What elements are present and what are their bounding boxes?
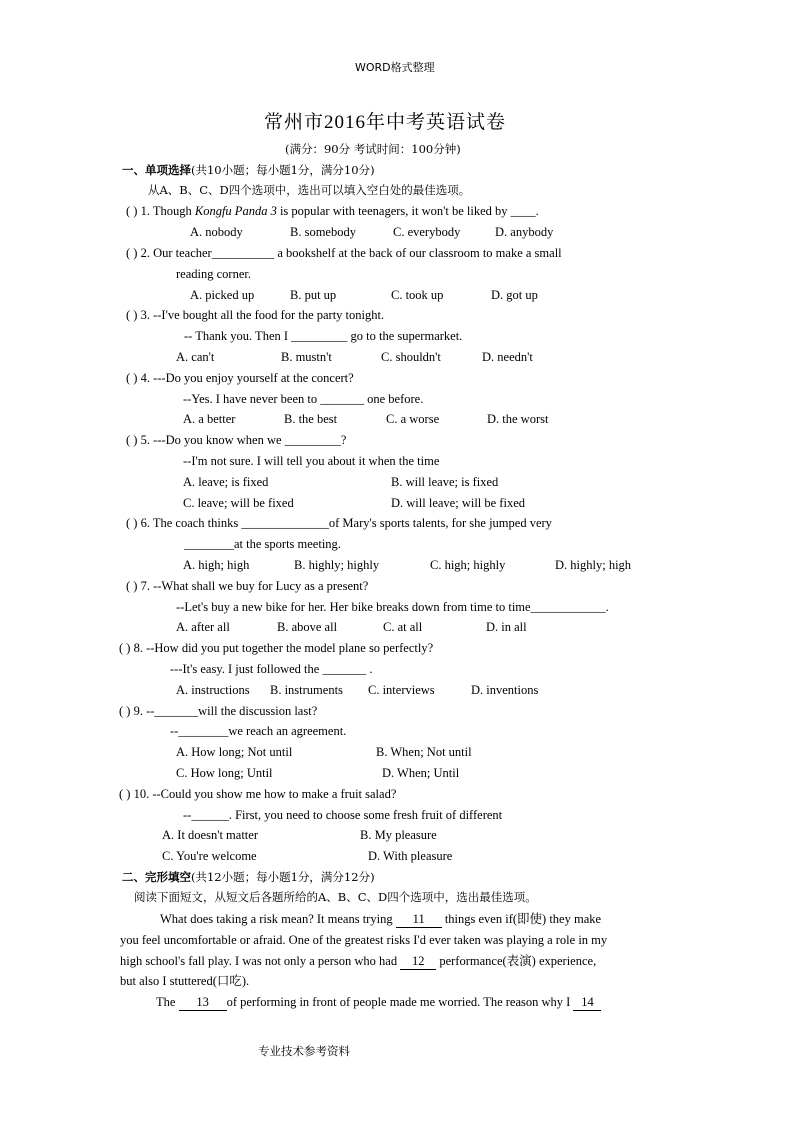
q8-option-d: D. inventions — [471, 683, 539, 697]
q3-option-c: C. shouldn't — [381, 350, 441, 364]
passage-text: What does taking a risk mean? It means trying — [160, 912, 396, 926]
q7-option-c: C. at all — [383, 620, 423, 634]
q4-option-c: C. a worse — [386, 412, 440, 426]
answer-paren: ( ) — [126, 204, 138, 218]
passage-line-1 — [160, 911, 601, 928]
q2-option-d: D. got up — [491, 288, 538, 302]
question-number: 2. — [140, 246, 154, 260]
q7-option-b: B. above all — [277, 620, 338, 634]
q5-option-b: B. will leave; is fixed — [391, 475, 499, 489]
question-4 — [126, 370, 354, 386]
question-10 — [119, 786, 396, 802]
q8-option-c: C. interviews — [368, 683, 435, 697]
question-number: 6. — [140, 516, 153, 530]
question-number: 8. — [133, 641, 147, 655]
q5-option-a: A. leave; is fixed — [183, 475, 269, 489]
question-8 — [119, 640, 433, 656]
question-number: 7. — [140, 579, 154, 593]
q3-option-d: D. needn't — [482, 350, 533, 364]
question-number: 4. — [140, 371, 154, 385]
question-number: 1. — [140, 204, 153, 218]
passage-text: things even if(即使) they make — [441, 912, 602, 926]
question-number: 3. — [140, 308, 154, 322]
passage-text: performance(表演) experience, — [436, 954, 597, 968]
q4-option-d: D. the worst — [487, 412, 549, 426]
q5-option-c: C. leave; will be fixed — [183, 496, 294, 510]
q7-option-a: A. after all — [176, 620, 230, 634]
section2-note: (共12小题；每小题1分，满分12分) — [191, 870, 375, 884]
exam-subtitle: (满分：90分 考试时间：100分钟) — [285, 142, 461, 156]
q1-option-b: B. somebody — [290, 225, 356, 239]
q4-option-a: A. a better — [183, 412, 236, 426]
question-7 — [126, 578, 368, 594]
question-3-reply: -- Thank you. Then I _________ go to the supermarket. — [184, 329, 463, 343]
q6-option-a: A. high; high — [183, 558, 250, 572]
q8-option-b: B. instruments — [270, 683, 343, 697]
section2-instruction: 阅读下面短文，从短文后各题所给的A、B、C、D四个选项中，选出最佳选项。 — [134, 890, 537, 904]
question-3 — [126, 307, 384, 323]
question-text: --How did you put together the model plane so perfectly? — [146, 641, 434, 655]
section1-heading — [122, 162, 375, 178]
question-text: --What shall we buy for Lucy as a present? — [153, 579, 369, 593]
answer-paren: ( ) — [126, 308, 138, 322]
section2-heading — [122, 869, 375, 885]
answer-paren: ( ) — [119, 641, 131, 655]
question-2-cont: reading corner. — [176, 267, 251, 281]
answer-paren: ( ) — [119, 787, 131, 801]
blank-14: 14 — [573, 994, 601, 1011]
section1-title: 一、单项选择 — [122, 163, 191, 177]
question-text-end: is popular with teenagers, it won't be liked by ____. — [276, 204, 539, 218]
section1-instruction: 从A、B、C、D四个选项中，选出可以填入空白处的最佳选项。 — [148, 183, 471, 197]
question-9-reply: --________we reach an agreement. — [170, 724, 347, 738]
q2-option-a: A. picked up — [190, 288, 255, 302]
passage-line-4: but also I stuttered(口吃). — [120, 974, 250, 988]
passage-line-5 — [156, 994, 601, 1011]
question-6 — [126, 515, 552, 531]
answer-paren: ( ) — [126, 579, 138, 593]
q4-option-b: B. the best — [284, 412, 338, 426]
question-5-reply: --I'm not sure. I will tell you about it when the time — [183, 454, 440, 468]
question-text: Our teacher__________ a bookshelf at the back of our classroom to make a small — [153, 246, 562, 260]
answer-paren: ( ) — [119, 704, 131, 718]
section2-title: 二、完形填空 — [122, 870, 191, 884]
question-6-cont: ________at the sports meeting. — [184, 537, 341, 551]
passage-text: of performing in front of people made me worried. The reason why I — [226, 995, 574, 1009]
question-text: --Could you show me how to make a fruit salad? — [152, 787, 397, 801]
q3-option-b: B. mustn't — [281, 350, 332, 364]
q3-option-a: A. can't — [176, 350, 215, 364]
q9-option-d: D. When; Until — [382, 766, 460, 780]
q2-option-b: B. put up — [290, 288, 337, 302]
blank-11: 11 — [396, 911, 442, 928]
section1-note: (共10小题；每小题1分，满分10分) — [191, 163, 375, 177]
question-number: 9. — [133, 704, 147, 718]
passage-line-3 — [120, 953, 596, 970]
q10-option-d: D. With pleasure — [368, 849, 453, 863]
q6-option-d: D. highly; high — [555, 558, 632, 572]
q9-option-a: A. How long; Not until — [176, 745, 293, 759]
exam-title: 常州市2016年中考英语试卷 — [264, 112, 507, 133]
question-text: ---Do you enjoy yourself at the concert? — [153, 371, 354, 385]
q6-option-c: C. high; highly — [430, 558, 506, 572]
question-number: 5. — [140, 433, 154, 447]
page-header: WORD格式整理 — [355, 61, 435, 74]
passage-text: high school's fall play. I was not only a person who had — [120, 954, 401, 968]
question-2 — [126, 245, 562, 261]
question-text: --_______will the discussion last? — [146, 704, 318, 718]
answer-paren: ( ) — [126, 516, 138, 530]
q1-option-d: D. anybody — [495, 225, 554, 239]
q9-option-b: B. When; Not until — [376, 745, 472, 759]
question-text: The coach thinks ______________of Mary's sports talents, for she jumped very — [152, 516, 552, 530]
question-9 — [119, 703, 317, 719]
blank-12: 12 — [400, 953, 436, 970]
question-7-reply: --Let's buy a new bike for her. Her bike breaks down from time to time____________. — [176, 600, 609, 614]
q7-option-d: D. in all — [486, 620, 527, 634]
question-text: --I've bought all the food for the party tonight. — [153, 308, 385, 322]
q10-option-a: A. It doesn't matter — [162, 828, 258, 842]
question-4-reply: --Yes. I have never been to _______ one before. — [183, 392, 424, 406]
passage-line-2: you feel uncomfortable or afraid. One of the greatest risks I'd ever taken was playing a role in my — [120, 933, 608, 947]
blank-13: 13 — [179, 994, 227, 1011]
answer-paren: ( ) — [126, 371, 138, 385]
page-footer: 专业技术参考资料 — [258, 1044, 350, 1058]
answer-paren: ( ) — [126, 433, 138, 447]
answer-paren: ( ) — [126, 246, 138, 260]
q6-option-b: B. highly; highly — [294, 558, 380, 572]
question-10-reply: --______. First, you need to choose some fresh fruit of different — [183, 808, 503, 822]
movie-title: Kongfu Panda 3 — [194, 204, 277, 218]
q10-option-c: C. You're welcome — [162, 849, 257, 863]
question-8-reply: ---It's easy. I just followed the _______ . — [170, 662, 373, 676]
question-5 — [126, 432, 346, 448]
q2-option-c: C. took up — [391, 288, 444, 302]
q10-option-b: B. My pleasure — [360, 828, 437, 842]
q1-option-c: C. everybody — [393, 225, 461, 239]
q1-option-a: A. nobody — [190, 225, 243, 239]
q9-option-c: C. How long; Until — [176, 766, 273, 780]
question-number: 10. — [133, 787, 153, 801]
question-text: Though — [152, 204, 195, 218]
q8-option-a: A. instructions — [176, 683, 250, 697]
question-1 — [126, 203, 539, 219]
question-text: ---Do you know when we _________? — [153, 433, 347, 447]
passage-text: The — [156, 995, 179, 1009]
q5-option-d: D. will leave; will be fixed — [391, 496, 525, 510]
